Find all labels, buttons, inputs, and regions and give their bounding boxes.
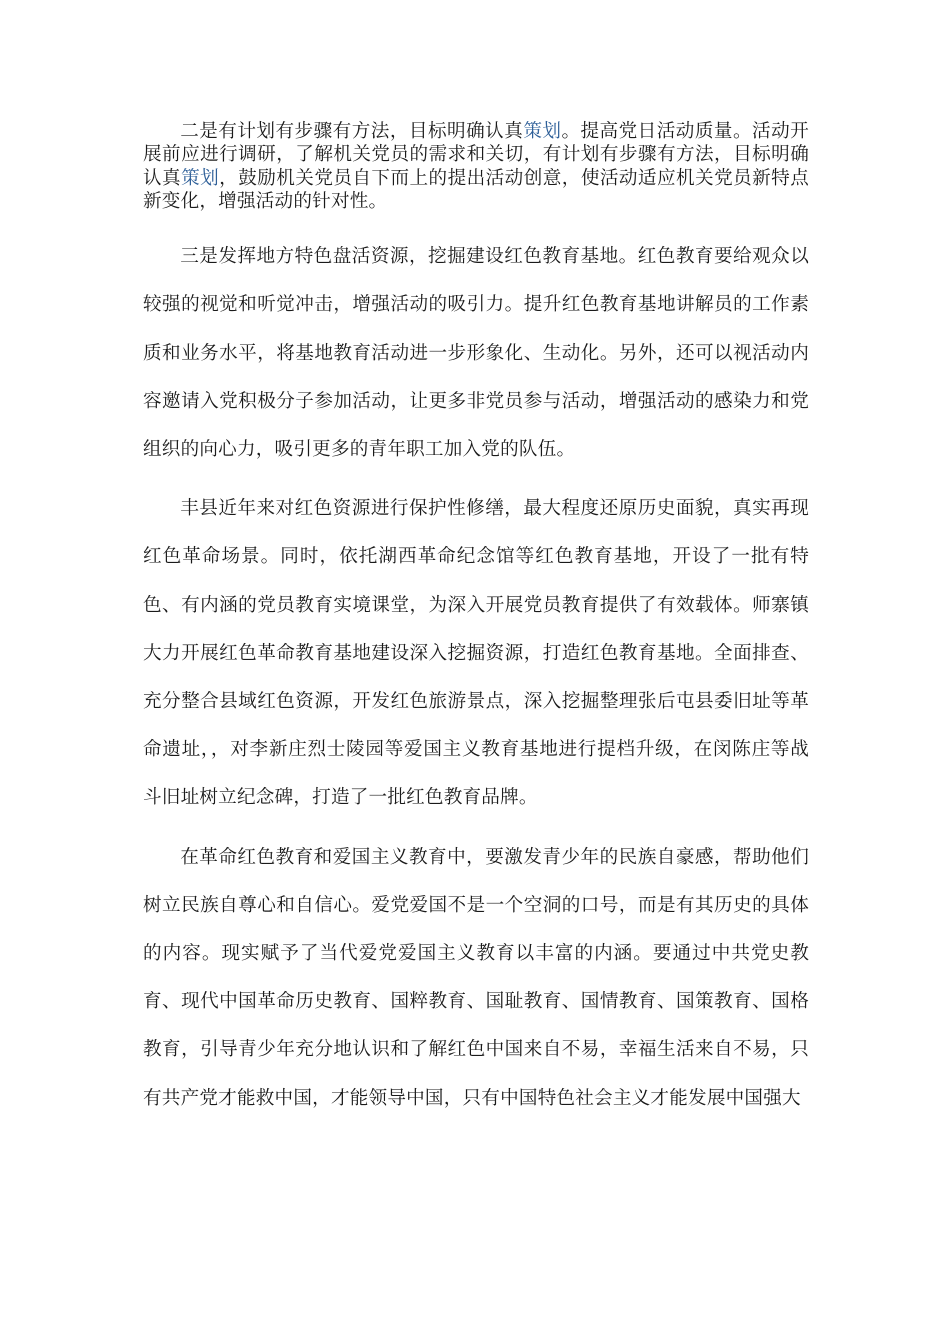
paragraph-text: ，鼓励机关党员自下而上的提出活动创意，使活动适应机关党员新特点新变化，增强活动的针对性。 [143,167,810,212]
paragraph-text: 。提高党日活动质量。活动开展前应进行调研，了解机关党员的需求和关切，有计划有步骤有方法，目标明确认真 [143,121,809,189]
paragraph-red-education-base: 三是发挥地方特色盘活资源，挖掘建设红色教育基地。红色教育要给观众以较强的视觉和听觉冲击，增强活动的吸引力。提升红色教育基地讲解员的工作素质和业务水平，将基地教育活动进一步形象化、生动化。另外，还可以视活动内容邀请入党积极分子参加活动，让更多非党员参与活动，增强活动的感染力和党组织的向心力，吸引更多的青年职工加入党的队伍。 [143,246,809,460]
paragraph-patriotic-education: 在革命红色教育和爱国主义教育中，要激发青少年的民族自豪感，帮助他们树立民族自尊心和自信心。爱党爱国不是一个空洞的口号，而是有其历史的具体的内容。现实赋予了当代爱党爱国主义教育以丰富的内涵。要通过中共党史教育、现代中国革命历史教育、国粹教育、国耻教育、国情教育、国策教育、国格教育，引导青少年充分地认识和了解红色中国来自不易，幸福生活来自不易，只有共产党才能救中国，才能领导中国，只有中国特色社会主义才能发展中国强大 [143,846,809,1109]
planning-link[interactable]: 策划 [181,167,220,189]
document-page [143,120,809,1123]
paragraph-planning [143,120,809,213]
paragraph-text: 二是有计划有步骤有方法，目标明确认真 [180,121,524,142]
paragraph-fengxian-resources: 丰县近年来对红色资源进行保护性修缮，最大程度还原历史面貌，真实再现红色革命场景。同时，依托湖西革命纪念馆等红色教育基地，开设了一批有特色、有内涵的党员教育实境课堂，为深入开展党员教育提供了有效载体。师寨镇大力开展红色革命教育基地建设深入挖掘资源，打造红色教育基地。全面排查、充分整合县域红色资源，开发红色旅游景点，深入挖掘整理张后屯县委旧址等革命遗址，，对李新庄烈士陵园等爱国主义教育基地进行提档升级，在闵陈庄等战斗旧址树立纪念碑，打造了一批红色教育品牌。 [143,498,809,809]
planning-link[interactable]: 策划 [523,121,562,142]
